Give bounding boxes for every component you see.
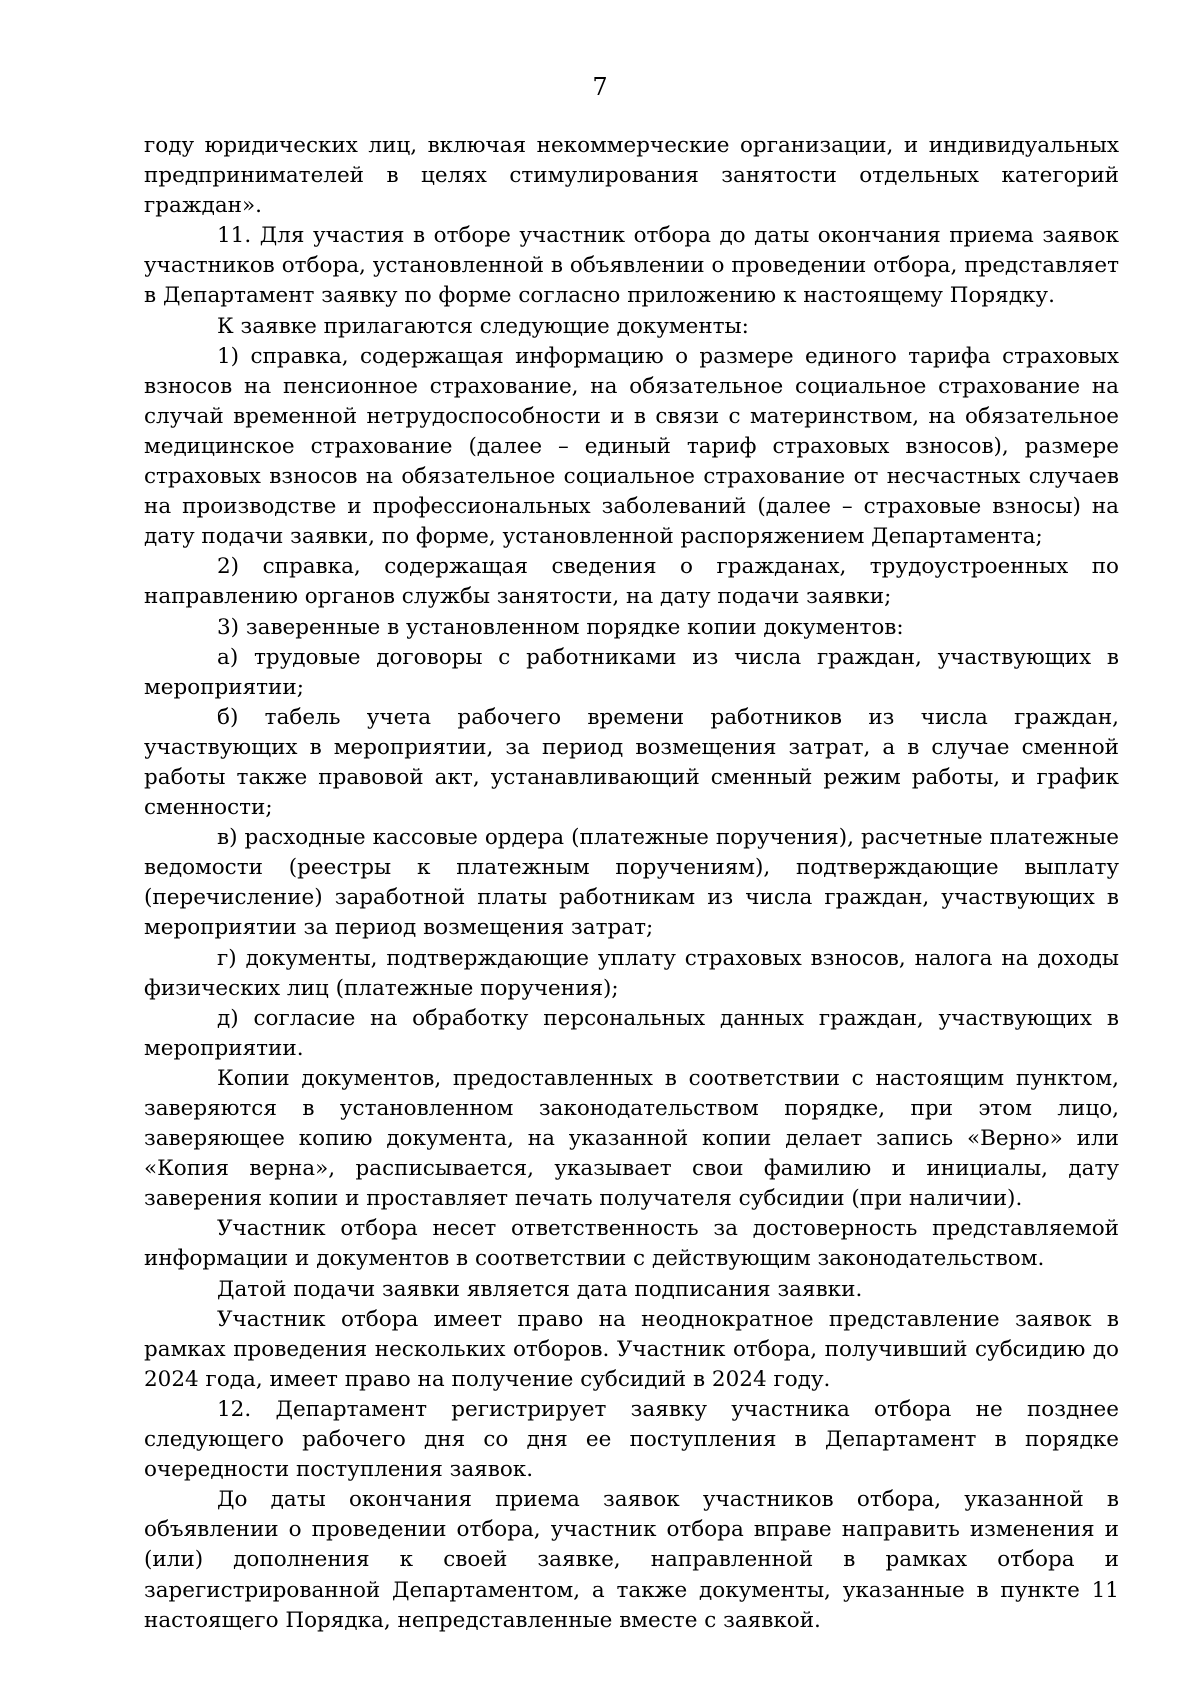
paragraph-repeated-submission: Участник отбора имеет право на неоднократное представление заявок в рамках проведения нескольких отборов. Участник отбора, получивший субсидию до 2024 года, имеет право на получение субсидий в 2024 году.	[144, 1306, 1119, 1392]
paragraph-amendments: До даты окончания приема заявок участников отбора, указанной в объявлении о проведении отбора, участник отбора вправе направить изменения и (или) дополнения к своей заявке, направленной в рамках отбора и зарегистрированной Департаментом, а также документы, указанные в пункте 11 настоящего Порядка, непредставленные вместе с заявкой.	[144, 1487, 1119, 1633]
paragraph-copies-certification: Копии документов, предоставленных в соответствии с настоящим пунктом, заверяются в установленном законодательством порядке, при этом лицо, заверяющее копию документа, на указанной копии делает запись «Верно» или «Копия верна», расписывается, указывает свои фамилию и инициалы, дату заверения копии и проставляет печать получателя субсидии (при наличии).	[144, 1065, 1119, 1212]
paragraph-submission-date: Датой подачи заявки является дата подписания заявки.	[217, 1276, 863, 1302]
document-body	[144, 131, 1119, 1636]
list-item-3v: в) расходные кассовые ордера (платежные поручения), расчетные платежные ведомости (реестры к платежным поручениям), подтверждающие выплату (перечисление) заработной платы работникам из числа граждан, участвующих в мероприятии за период возмещения затрат;	[144, 825, 1119, 941]
paragraph-responsibility: Участник отбора несет ответственность за достоверность представляемой информации и документов в соответствии с действующим законодательством.	[144, 1216, 1119, 1272]
page-number: 7	[592, 73, 608, 101]
list-item-3d: д) согласие на обработку персональных данных граждан, участвующих в мероприятии.	[144, 1005, 1119, 1061]
list-item-3g: г) документы, подтверждающие уплату страховых взносов, налога на доходы физических лиц (платежные поручения);	[144, 945, 1119, 1001]
paragraph-item-12: 12. Департамент регистрирует заявку участника отбора не позднее следующего рабочего дня со дня ее поступления в Департамент в порядке очередности поступления заявок.	[144, 1396, 1119, 1483]
list-item-3: 3) заверенные в установленном порядке копии документов:	[217, 614, 904, 640]
list-item-3a: а) трудовые договоры с работниками из числа граждан, участвующих в мероприятии;	[144, 644, 1119, 700]
paragraph-item-11: 11. Для участия в отборе участник отбора до даты окончания приема заявок участников отбора, установленной в объявлении о проведении отбора, представляет в Департамент заявку по форме согласно приложению к настоящему Порядку.	[144, 223, 1119, 309]
list-item-1: 1) справка, содержащая информацию о размере единого тарифа страховых взносов на пенсионное страхование, на обязательное социальное страхование на случай временной нетрудоспособности и в связи с материнством, на обязательное медицинское страхование (далее – единый тариф страховых взносов), размере страховых взносов на обязательное социальное страхование от несчастных случаев на производстве и профессиональных заболеваний (далее – страховые взносы) на дату подачи заявки, по форме, установленной распоряжением Департамента;	[144, 343, 1119, 550]
list-item-3b: б) табель учета рабочего времени работников из числа граждан, участвующих в мероприятии, за период возмещения затрат, а в случае сменной работы также правовой акт, устанавливающий сменный режим работы, и график сменности;	[144, 704, 1119, 821]
paragraph-continuation: году юридических лиц, включая некоммерческие организации, и индивидуальных предпринимателей в целях стимулирования занятости отдельных категорий граждан».	[144, 133, 1119, 219]
list-item-2: 2) справка, содержащая сведения о гражданах, трудоустроенных по направлению органов службы занятости, на дату подачи заявки;	[144, 554, 1119, 610]
paragraph-attachments-intro: К заявке прилагаются следующие документы:	[217, 313, 749, 339]
